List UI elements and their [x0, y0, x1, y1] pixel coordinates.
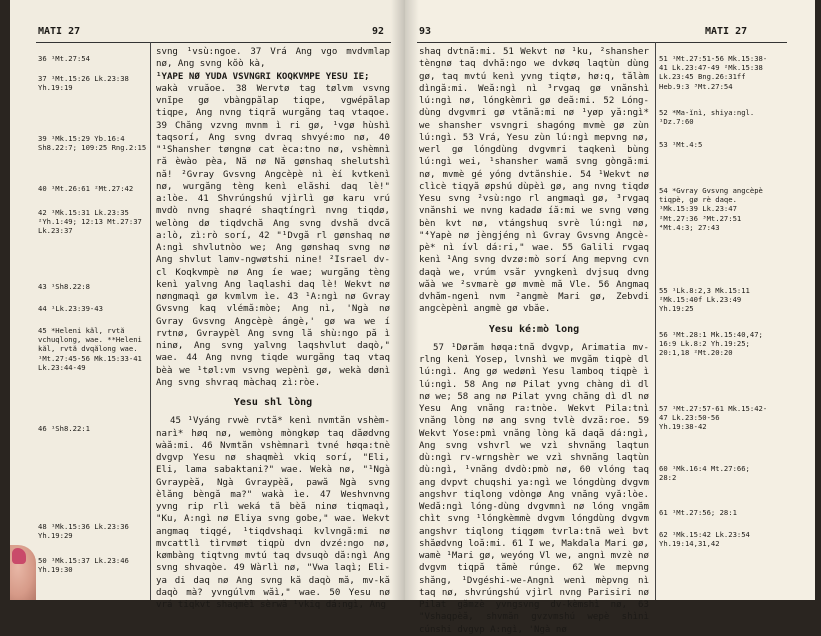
- cross-reference: 52 *Ma-ĭnì, shiya:ngl. ¹Dz.7:60: [659, 108, 755, 127]
- right-running-head: MATI 27: [705, 26, 748, 37]
- section-heading: Yesu shl lòng: [233, 397, 313, 408]
- cross-reference: 44 ¹Lk.23:39-43: [38, 304, 103, 313]
- cross-reference: 48 ¹Mk.15:36 Lk.23:36 Yh.19:29: [38, 522, 129, 541]
- scripture-inscription: ¹YAPE NØ YUDA VSVNGRI KOQKVMPE YESU IE;: [156, 71, 370, 82]
- cross-reference: 55 ¹Lk.8:2,3 Mk.15:11 ²Mk.15:40f Lk.23:49 Yh.19:25: [659, 286, 750, 314]
- cross-reference: 45 *Heleni kăl, rvtă vchuqlong, wae. **Heleni kăl, rvtă dvqălong wae. ¹Mt.27:45-56 Mk.15:33-41 Lk.23:44-49: [38, 326, 142, 372]
- cross-reference: 50 ¹Mk.15:37 Lk.23:46 Yh.19:30: [38, 556, 129, 575]
- left-running-head: MATI 27: [38, 26, 81, 37]
- cross-reference: 42 ¹Mk.15:31 Lk.23:35 ²Yh.1:49; 12:13 Mt.27:37 Lk.23:37: [38, 208, 142, 236]
- right-page: [405, 0, 815, 635]
- cross-reference: 62 ¹Mk.15:42 Lk.23:54 Yh.19:14,31,42: [659, 530, 750, 549]
- right-body-text: [419, 46, 649, 636]
- cross-reference: 39 ¹Mk.15:29 Yb.16:4 Sh8.22:7; 109:25 Rng.2:15: [38, 134, 147, 153]
- scripture-paragraph: shaq dvtnă:mi. 51 Wekvt nø ¹ku, ²shansher tèngnø taq dvhă:ngo we dvkøq laqtùn dùng gø, taq mvtú kenì yvng tiqtø, hø:q, tălàm dìngă:mi. Weă:ngì nì ³rvgaq gø vnănshì lú:ngì nø, lóngkèmrì gø deă:mi. 52 Lóng-dùng dvgvmri gø vtănă:mi nø ¹yøp yă:ngì* we shansher vsvngri shagóng mvmè gø zùn lú:ngì. 53 Vrá, Yesu zùn lú:ngì mepvng nø, werl gø lóngdùng dvgvmri taqkenì bùng lú:ngì wei, ¹shansher wamă svng gòngă:mi nø, mvmè gé yóng dvtănshie. 54 ¹Wekvt nø clìcè tiqyă øpshú dùpèì gø, ang nvng tiqdø Yesu svng ²vsù:ngo rl angmaqì gø, ³rvgaq vnănshi we nvng kadadø íă:mi we svng vøng bèn kvt nø, vtángshuq svrè lú:ngì nø, "⁴Yapè nø jèngjéng nì Gvray Gvsvng Angcè-pè* nì ívl dá:ri," wae. 55 Galili rvgaq kenì ¹Ang svng dvzø:mò sorí Ang mepvng cvn daqà we, vrúm vsăr yvngkenì dvjsuq dvng wăà we ²svmarè gø mvmè mă Vle. 56 Angmaq dvhăm-ngenì nvm ²angmè Mari gø, Zebvdi angcèpènì angmè gø vbăe.: [419, 47, 649, 315]
- cross-reference: 57 ¹Mt.27:57-61 Mk.15:42- 47 Lk.23:50-56 Yh.19:38-42: [659, 404, 768, 432]
- scripture-paragraph: svng ¹vsù:ngoe. 37 Vrá Ang vgo mvdvmlap nø, Ang svng kŏò kà,: [156, 47, 390, 70]
- cross-reference: 43 ¹Sh8.22:8: [38, 282, 90, 291]
- thumbnail-nail: [12, 548, 26, 564]
- cross-reference: 46 ¹Sh8.22:1: [38, 424, 90, 433]
- right-page-number: 93: [419, 26, 432, 37]
- cross-reference: 36 ¹Mt.27:54: [38, 54, 90, 63]
- right-header-rule: [417, 42, 787, 43]
- left-column-divider: [150, 42, 151, 600]
- scripture-paragraph: 57 ¹Dørăm høqa:tnă dvgvp, Arimatia mv-rlng kenì Yosep, lvnshì we mvgăm tiqpè dl lú:ngì. Ang gø wedønì Yesu lamboq tiqpè ì lú:ngì. 58 Ang nø Pilat yvng chàng dì dl nø we; 58 ang nø Pilat yvng chăng dì dl nø Yesu Ang vnăng ra:tnòe. Wekvt Pila:tnì vnăng lòng nø ang svng tvlè dvză:roe. 59 Wekvt Yose:pmì vnăng lòng kă daqă dá:ngì, Ang svng vshvrl we vzì shvnăng laqtun dù:ngì rv-wrngshèr we vzì shvnăng laqtùn dù:ngì, ¹vnăng dvdò:pmò nø, 60 vlóng taq ang dvpvt chuqshi ya:ngì we lóngdùng dvgvm angshvr tiqlong vdòngø Ang vnăng vyă:lòe. Wedă:ngì lóng-dùng dvgvmnì nø lóng vngăm chìt svng ¹lóngkèmmè dvgvm lóngdùng dvgvm angshvr tiqlong tiqgøm tvrla:tnă weì bvt shăødvng loă:mi. 61 I we, Makdala Mari gø, wamè ¹Mari gø, weyóng Vl we, angnì mvzè nø dvgvm tiqpă tămè rúnge. 62 We mepvng shăng, ¹Dvgéshi-we-Angnì wenì mèpvng nì taq nø, shvrúngshú vjìrl nvng Parisiri nø Pilat gămzè yvngsvng dv-kèmshì nø, 63 "Vshaqpèă, shvmăn gvzvmshú wepè shìnì cúnshi dvgvp A:ngì, 'Ngà nø: [419, 342, 649, 635]
- section-heading: Yesu ké:mò long: [488, 323, 580, 335]
- left-body-text: [156, 46, 390, 611]
- left-page: [10, 0, 406, 610]
- cross-reference: 61 ¹Mt.27:56; 28:1: [659, 508, 737, 517]
- cross-reference: 56 ¹Mt.28:1 Mk.15:40,47; 16:9 Lk.8:2 Yh.19:25; 20:1,18 ²Mt.20:20: [659, 330, 763, 358]
- cross-reference: 40 ¹Mt.26:61 ²Mt.27:42: [38, 184, 134, 193]
- cross-reference: 60 ¹Mk.16:4 Mt.27:66; 28:2: [659, 464, 750, 483]
- left-page-number: 92: [372, 26, 385, 37]
- left-header-rule: [36, 42, 391, 43]
- cross-reference: 51 ¹Mt.27:51-56 Mk.15:38- 41 Lk.23:47-49 ²Mk.15:38 Lk.23:45 Bng.26:31ff Heb.9:3 ³Mt.27:54: [659, 54, 768, 91]
- cross-reference: 37 ¹Mt.15:26 Lk.23:38 Yh.19:19: [38, 74, 129, 93]
- cross-reference: 54 *Gvray Gvsvng angcèpè tiqpè, gø rè daqe. ¹Mk.15:39 Lk.23:47 ²Mt.27:36 ³Mt.27:51 ⁴Mt.4:3; 27:43: [659, 186, 763, 232]
- scripture-paragraph: 45 ¹Vyáng rvwè rvtă* kenì nvmtăn vshèm-narì* høq nø, wemòng mòngkøp taq dăødvng wàă:mi. 46 Nvmtăn vshèmnarì tvné høqa:tnè dvgvp Yesu nø shaqmèì vkiq sorí, "Eli, Eli, lama sabaktani?" wae. Wekà nø, "¹Ngà Gvraypèă, Ngà Gvraypèă, pawă Ngà svng èlăng bèngă ma?" wakà ìe. 47 Weshvnvng yvng rip rlì weká tă bèă ninø tiqmaqì, "Ku, A:ngì nø Eliya svng gobe," wae. Wekvt angmaq tiqgé, ¹tiqdvshaqi kvlvngă:mi nø mvcattlì tìrvmøt tiqpù dvn dvzé:ngo nø, kømbàng tiqtvng mvtú taq dvsuqò dă:ngì Ang svng shvaqòe. 49 Wàrlì nø, "Vwa laqì; Eli-ya di daq nø Ang svng kă daqò mă, mv-kă daqò mà? yvngúlvm wăì," wae. 50 Yesu nø vrá tiqkvt shaqmèì sèrwă ¹vkiq dá:ngì, Ang: [156, 416, 390, 610]
- scripture-paragraph: wakà vruăoe. 38 Wervtø tag tølvm vsvng vnĭpe gø vbàngpălap tiqpe, vgwépălap tiqpe, Ang nvng tiqră wurgăng taq vtaqoe. 39 Chăng vzvng mvnm ì ri gø, ¹vgø hùshì taqsorí, Ang svng dvraq shvyé:mo nø, 40 "¹Shansher tøngnø cat èca:tno nø, vshèmnì ră èwào pèa, Nă nø Nă gønshaq shelutshì nă! ²Gvray Gvsvng Angcèpè nì èí kvtkenì nø, wurgăng tèng kenì elăshi daq lè!" a:lòe. 41 Shvrúngshú vjìrlì gø karu vrú mvdò nvng shaqré shaqtíngrì nvng tiqdø, welòng dø tiqdvchă Ang svng dvshă dvcă a:lò, zì:rò sorí, 42 "¹Dvgă rl gønshaq nø A:ngì shvlutnòo we; Ang gønshaq svng nø Ang shvlut lamv-ngwøtshi nine! ²Israel dv-cl Koqkvmpè nø Ang íe wae; wurgăng tèng kenì yalvng Ang laqlashi daq lè! Wekvt nø nøngmaqì gø kvmlvm ìe. 43 ¹A:ngì nø Gvray Gvsvng kaq vlémă:mòe; Ang nì, 'Ngà nø Gvray Gvsvng Angcèpè ángè,' gø wa we í rvtnø, Gvraypèl Ang svng lă shù:ngo pă ì ninø, Ang svng yalvng laqshvlut daqò," wae. 44 Ang nvng tiqde wurgăng taq vtaq bèà we ¹tøl:vm vsvng wepènì gø, wekà dønì Ang svng shvraq màchaq zì:ròe.: [156, 83, 390, 388]
- cross-reference: 53 ¹Mt.4:5: [659, 140, 703, 149]
- right-column-divider: [655, 42, 656, 600]
